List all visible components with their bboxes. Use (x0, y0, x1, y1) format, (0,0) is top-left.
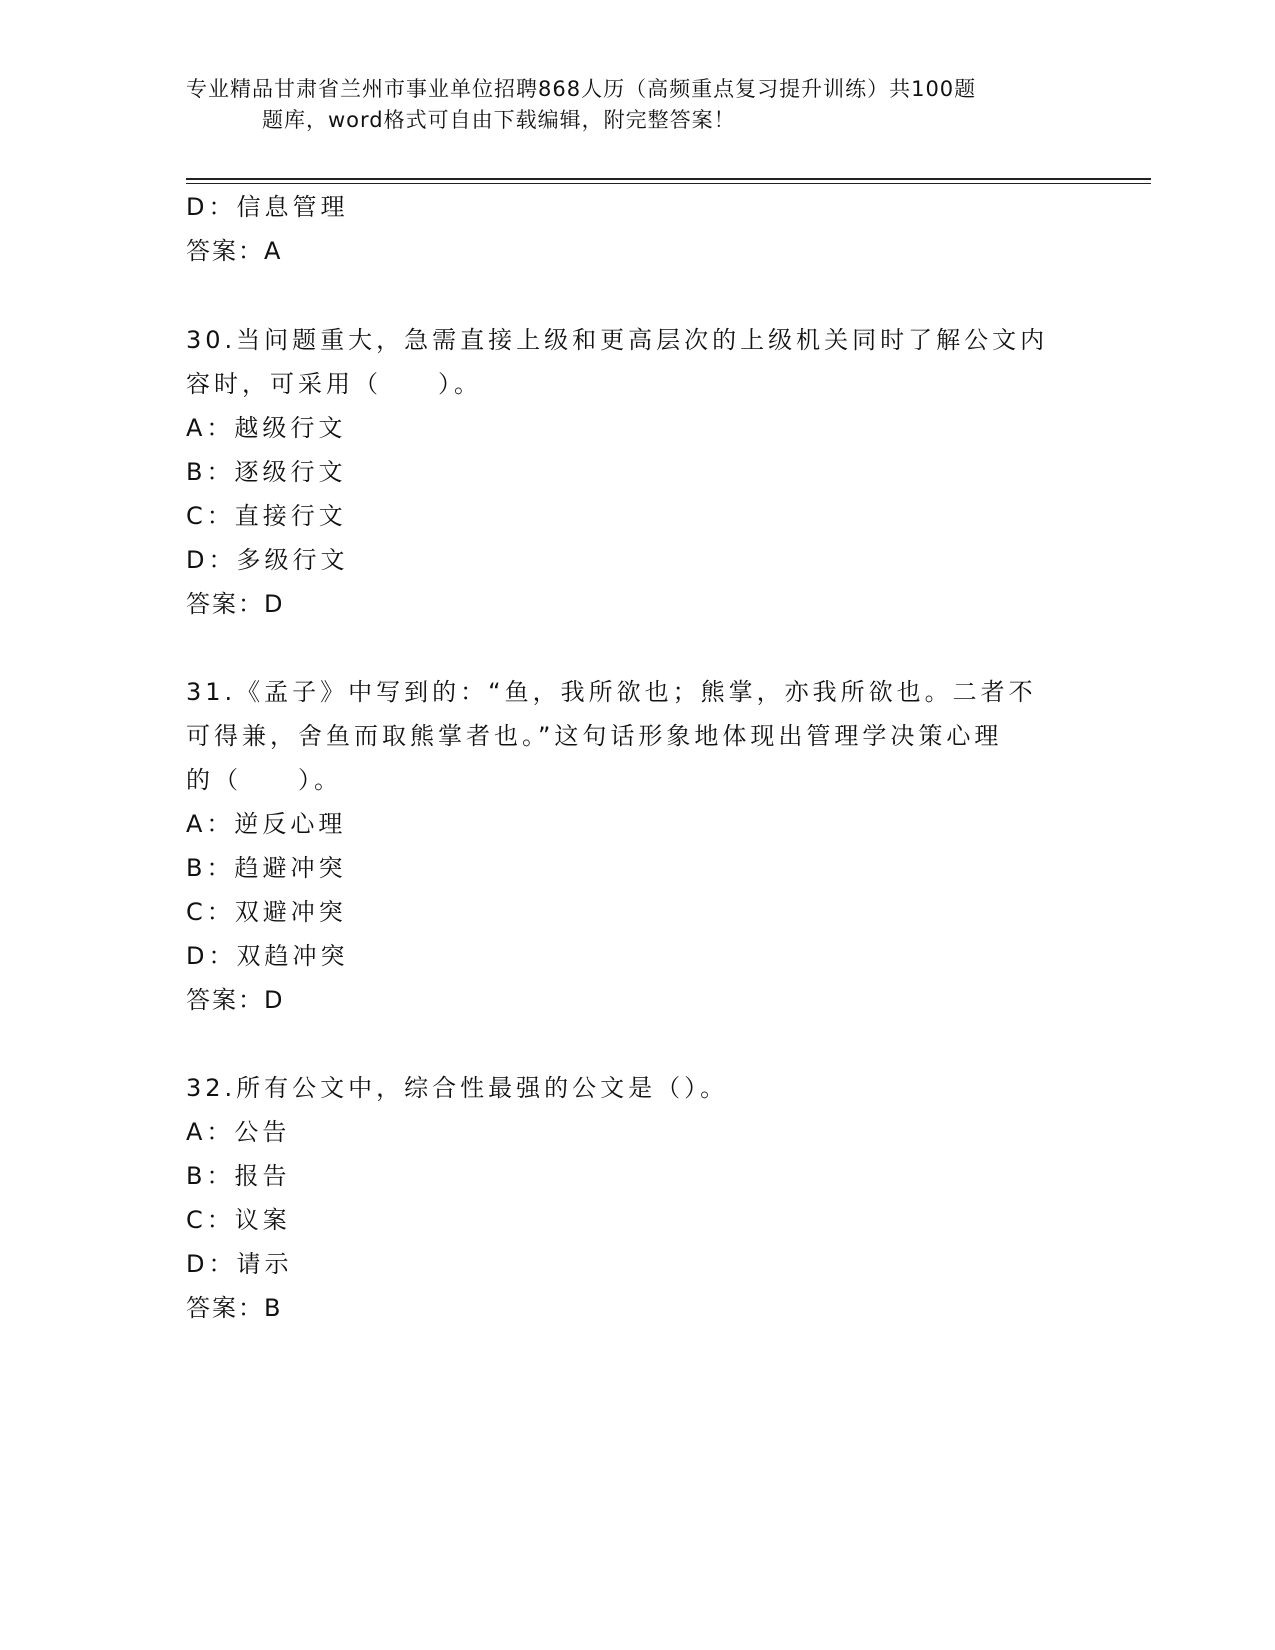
q30-text-line-2: 容时，可采用（ ）。 (186, 370, 482, 398)
q31-option-c: C：双避冲突 (186, 898, 347, 926)
q31-option-a: A：逆反心理 (186, 810, 347, 838)
q30-option-b: B：逐级行文 (186, 458, 347, 486)
q32-option-b: B：报告 (186, 1162, 291, 1190)
q31-option-d: D：双趋冲突 (186, 942, 349, 970)
q32-option-d: D：请示 (186, 1250, 293, 1278)
q31-text-line-1: 31.《孟子》中写到的：“鱼，我所欲也；熊掌，亦我所欲也。二者不 (186, 678, 1037, 706)
q31-text-line-2: 可得兼，舍鱼而取熊掌者也。”这句话形象地体现出管理学决策心理 (186, 722, 1003, 750)
q31-text-line-3: 的（ ）。 (186, 766, 342, 794)
q32-option-a: A：公告 (186, 1118, 291, 1146)
header-line-2: 题库，word格式可自由下载编辑，附完整答案！ (262, 108, 736, 132)
header-rule-thin (186, 183, 1151, 184)
q30-option-c: C：直接行文 (186, 502, 347, 530)
q30-text-line-1: 30.当问题重大，急需直接上级和更高层次的上级机关同时了解公文内 (186, 326, 1049, 354)
q30-option-d: D：多级行文 (186, 546, 349, 574)
document-header (186, 74, 1086, 136)
prev-answer: 答案：A (186, 237, 283, 265)
q32-answer: 答案：B (186, 1294, 283, 1322)
q31-answer: 答案：D (186, 986, 285, 1014)
prev-option-d: D：信息管理 (186, 193, 349, 221)
q32-option-c: C：议案 (186, 1206, 291, 1234)
q31-option-b: B：趋避冲突 (186, 854, 347, 882)
q30-answer: 答案：D (186, 590, 285, 618)
q30-option-a: A：越级行文 (186, 414, 347, 442)
header-line-1: 专业精品甘肃省兰州市事业单位招聘868人历（高频重点复习提升训练）共100题 (186, 77, 977, 101)
q32-text-line-1: 32.所有公文中，综合性最强的公文是（）。 (186, 1074, 729, 1102)
header-rule-thick (186, 178, 1151, 180)
